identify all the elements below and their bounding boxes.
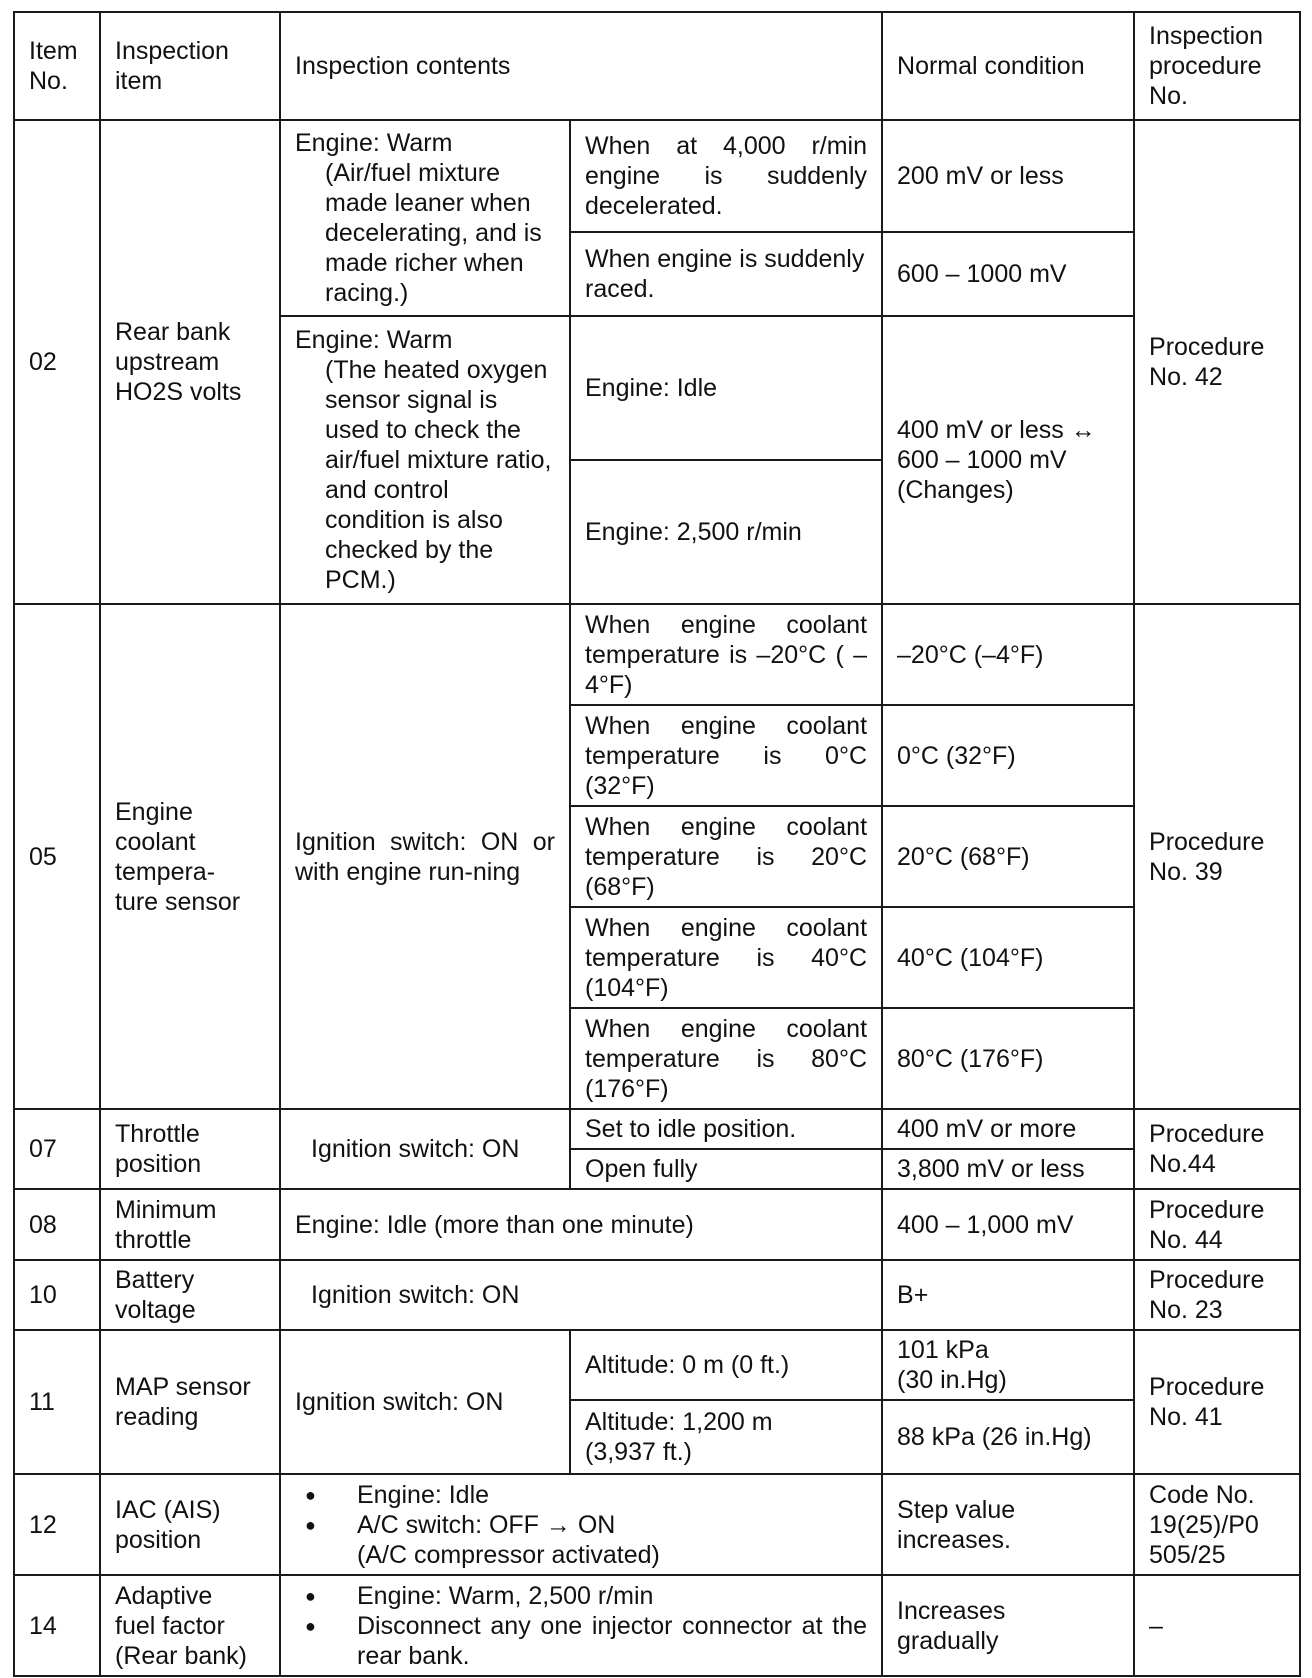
item-no-cell: 05 — [14, 604, 100, 1109]
normal-condition-cell — [882, 316, 1134, 604]
procedure-cell — [1134, 120, 1300, 604]
normal-condition-cell — [882, 1330, 1134, 1400]
normal-text: (Changes) — [897, 476, 1014, 504]
header-text: No. — [1149, 82, 1188, 110]
procedure-text: Procedure — [1149, 1195, 1265, 1224]
item-text: HO2S volts — [115, 378, 242, 406]
normal-condition-cell: –20°C (–4°F) — [882, 604, 1134, 705]
item-text: IAC (AIS) — [115, 1495, 221, 1524]
contents-cell — [280, 120, 570, 316]
contents-cell — [280, 316, 570, 604]
bullet-item: ● A/C switch: OFF → ON — [295, 1510, 867, 1540]
procedure-text: Procedure — [1149, 1266, 1265, 1294]
item-text: ture sensor — [115, 887, 241, 916]
sub-contents-cell — [570, 1400, 882, 1474]
inspection-item-cell — [100, 120, 280, 604]
contents-cell: Ignition switch: ON — [280, 1260, 882, 1330]
procedure-text: Procedure — [1149, 827, 1265, 856]
item-no-cell: 10 — [14, 1260, 100, 1330]
item-text: voltage — [115, 1296, 196, 1324]
item-text: throttle — [115, 1225, 192, 1254]
item-no-cell: 12 — [14, 1474, 100, 1575]
table-row — [14, 120, 1300, 232]
item-text: Throttle — [115, 1120, 200, 1148]
header-item-no — [14, 12, 100, 120]
sub-contents-cell: Set to idle position. — [570, 1109, 882, 1149]
contents-cell: Ignition switch: ON — [280, 1330, 570, 1474]
item-text: Minimum — [115, 1195, 217, 1224]
inspection-table — [13, 11, 1301, 1677]
item-text: fuel factor — [115, 1611, 225, 1640]
procedure-text: Procedure — [1149, 1120, 1265, 1148]
item-no-cell: 14 — [14, 1575, 100, 1676]
header-inspection-contents: Inspection contents — [280, 12, 882, 120]
sub-contents-cell: Engine: 2,500 r/min — [570, 460, 882, 604]
contents-cell: Ignition switch: ON or with engine run-ning — [280, 604, 570, 1109]
sub-contents-cell: Open fully — [570, 1149, 882, 1189]
sub-text: Altitude: 1,200 m — [585, 1408, 773, 1436]
header-text: procedure — [1149, 52, 1262, 80]
procedure-cell — [1134, 1330, 1300, 1474]
item-text: position — [115, 1150, 202, 1178]
item-no-cell: 11 — [14, 1330, 100, 1474]
bullet-item: ● Disconnect any one injector connector at the rear bank. — [295, 1611, 867, 1671]
normal-condition-cell: 600 – 1000 mV — [882, 232, 1134, 316]
sub-contents-cell: When engine coolant temperature is 20°C (68°F) — [570, 806, 882, 907]
normal-text: (30 in.Hg) — [897, 1366, 1007, 1394]
item-text: Adaptive — [115, 1581, 213, 1610]
header-normal-condition: Normal condition — [882, 12, 1134, 120]
header-text: Inspection — [115, 37, 229, 65]
table-row — [14, 604, 1300, 705]
normal-text: Step value — [897, 1495, 1016, 1524]
contents-cell: Engine: Idle (more than one minute) — [280, 1189, 882, 1260]
header-row — [14, 12, 1300, 120]
procedure-text: Procedure — [1149, 333, 1265, 361]
contents-cell: Ignition switch: ON — [280, 1109, 570, 1189]
contents-title: Engine: Warm — [295, 129, 453, 157]
procedure-cell — [1134, 1109, 1300, 1189]
procedure-text: 505/25 — [1149, 1540, 1226, 1569]
procedure-text: No. 41 — [1149, 1403, 1223, 1431]
sub-contents-cell: When engine is suddenly raced. — [570, 232, 882, 316]
contents-note: (The heated oxygen sensor signal is used to check the air/fuel mixture ratio, and control condition is also checked by the PCM.) — [325, 356, 552, 594]
table-row — [14, 1330, 1300, 1400]
normal-condition-cell: 400 mV or more — [882, 1109, 1134, 1149]
procedure-text: No.44 — [1149, 1150, 1216, 1178]
header-text: Inspection — [1149, 22, 1263, 50]
normal-condition-cell: 400 – 1,000 mV — [882, 1189, 1134, 1260]
procedure-text: Procedure — [1149, 1373, 1265, 1401]
item-text: tempera- — [115, 857, 216, 886]
item-text: Rear bank — [115, 318, 231, 346]
sub-contents-cell: Altitude: 0 m (0 ft.) — [570, 1330, 882, 1400]
procedure-text: No. 23 — [1149, 1296, 1223, 1324]
header-text: item — [115, 67, 163, 95]
sub-contents-cell: Engine: Idle — [570, 316, 882, 460]
header-procedure-no — [1134, 12, 1300, 120]
normal-condition-cell: 80°C (176°F) — [882, 1008, 1134, 1109]
header-text: Item — [29, 37, 78, 65]
header-inspection-item — [100, 12, 280, 120]
normal-condition-cell: B+ — [882, 1260, 1134, 1330]
item-text: coolant — [115, 827, 196, 856]
sub-contents-cell: When engine coolant temperature is –20°C ( –4°F) — [570, 604, 882, 705]
inspection-item-cell — [100, 1575, 280, 1676]
table-row — [14, 1575, 1300, 1676]
inspection-item-cell — [100, 604, 280, 1109]
normal-condition-cell — [882, 1474, 1134, 1575]
procedure-text: No. 44 — [1149, 1225, 1223, 1254]
item-no-cell: 02 — [14, 120, 100, 604]
normal-text: Increases — [897, 1596, 1006, 1625]
normal-condition-cell: 200 mV or less — [882, 120, 1134, 232]
inspection-item-cell — [100, 1474, 280, 1575]
contents-cell — [280, 1474, 882, 1575]
table-row — [14, 1474, 1300, 1575]
item-text: position — [115, 1525, 202, 1554]
normal-text: 400 mV or less ↔ — [897, 416, 1096, 444]
normal-text: gradually — [897, 1626, 999, 1655]
normal-condition-cell — [882, 1575, 1134, 1676]
table-row — [14, 1260, 1300, 1330]
item-text: MAP sensor — [115, 1373, 251, 1401]
header-text: No. — [29, 67, 68, 95]
bullet-continuation: (A/C compressor activated) — [357, 1540, 660, 1569]
inspection-item-cell — [100, 1189, 280, 1260]
bullet-item: ● Engine: Idle — [295, 1480, 867, 1510]
procedure-text: Code No. — [1149, 1480, 1255, 1509]
procedure-text: No. 39 — [1149, 857, 1223, 886]
bullet-item: ● Engine: Warm, 2,500 r/min — [295, 1581, 867, 1611]
item-text: upstream — [115, 348, 220, 376]
normal-condition-cell: 3,800 mV or less — [882, 1149, 1134, 1189]
procedure-cell — [1134, 1260, 1300, 1330]
procedure-text: No. 42 — [1149, 363, 1223, 391]
normal-condition-cell: 20°C (68°F) — [882, 806, 1134, 907]
sub-contents-cell: When engine coolant temperature is 80°C (176°F) — [570, 1008, 882, 1109]
item-text: reading — [115, 1403, 199, 1431]
table-row — [14, 1189, 1300, 1260]
inspection-item-cell — [100, 1330, 280, 1474]
normal-text: 600 – 1000 mV — [897, 446, 1067, 474]
sub-contents-cell: When engine coolant temperature is 0°C (32°F) — [570, 705, 882, 806]
procedure-text: 19(25)/P0 — [1149, 1510, 1259, 1539]
sub-text: (3,937 ft.) — [585, 1438, 692, 1466]
contents-cell — [280, 1575, 882, 1676]
procedure-cell — [1134, 1189, 1300, 1260]
item-text: (Rear bank) — [115, 1641, 247, 1670]
normal-condition-cell: 0°C (32°F) — [882, 705, 1134, 806]
item-no-cell: 07 — [14, 1109, 100, 1189]
normal-text: increases. — [897, 1525, 1011, 1554]
normal-condition-cell: 88 kPa (26 in.Hg) — [882, 1400, 1134, 1474]
contents-title: Engine: Warm — [295, 326, 453, 354]
sub-contents-cell: When at 4,000 r/min engine is suddenly decelerated. — [570, 120, 882, 232]
procedure-cell — [1134, 1474, 1300, 1575]
normal-text: 101 kPa — [897, 1336, 989, 1364]
item-no-cell: 08 — [14, 1189, 100, 1260]
contents-note: (Air/fuel mixture made leaner when decelerating, and is made richer when racing.) — [325, 159, 542, 307]
sub-contents-cell: When engine coolant temperature is 40°C (104°F) — [570, 907, 882, 1008]
table-row — [14, 1109, 1300, 1149]
procedure-cell: – — [1134, 1575, 1300, 1676]
procedure-cell — [1134, 604, 1300, 1109]
inspection-item-cell — [100, 1109, 280, 1189]
item-text: Battery — [115, 1266, 195, 1294]
item-text: Engine — [115, 797, 193, 826]
normal-condition-cell: 40°C (104°F) — [882, 907, 1134, 1008]
inspection-item-cell — [100, 1260, 280, 1330]
